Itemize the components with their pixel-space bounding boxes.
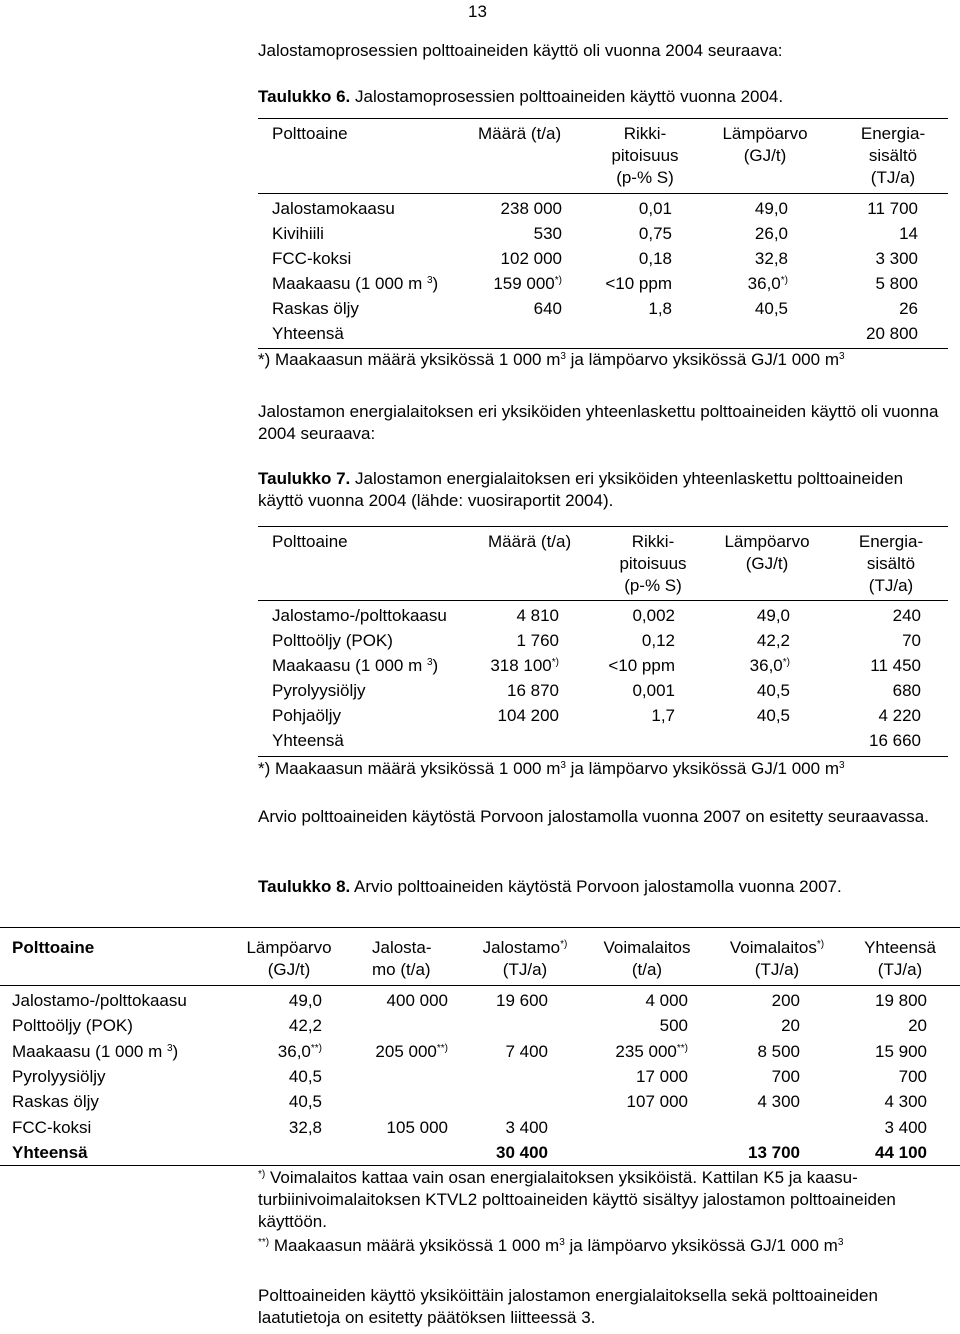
t8-row5-col6: 4 300 [757,1092,800,1112]
t8-row5-col5: 107 000 [626,1092,688,1112]
t8-row6-col2: 32,8 [288,1117,322,1137]
t8-row3-col1: Maakaasu (1 000 m $^3$) [12,1041,179,1061]
t8-row6-col7: 3 400 [884,1117,927,1137]
t8-row1-col1: Jalostamo-/polttokaasu [12,991,187,1010]
t8-row4-col1: Pyrolyysiöljy [12,1066,106,1086]
t7-row5-col4: 40,5 [756,706,790,725]
t7-row5-col5: 4 220 [878,706,921,725]
t7-header-col2: Määrä (t/a) [488,532,572,551]
t6-row1-col5: 11 700 [867,199,918,218]
table6-bottom-rule [258,348,948,349]
t7-row2-col3: 0,12 [641,631,675,650]
t6-header-col1: Polttoaine [272,124,348,143]
t6-row1-col4: 49,0 [754,199,788,218]
t8-header-col5: Voimalaitos (t/a) [603,938,691,979]
t6-row3-col4: 32,8 [754,249,788,268]
t6-row4-col1: Maakaasu (1 000 m $^3$) [272,274,439,293]
t8-row3-col7: 15 900 [875,1041,927,1061]
t6-row3-col3: 0,18 [638,249,672,268]
t7-row4-col2: 16 870 [507,681,559,700]
t8-row7-col6: 13 700 [748,1142,800,1162]
t7-row6-col1: Yhteensä [272,731,344,750]
t7-row3-col2: 318 100*) [490,656,559,675]
t7-row1-col5: 240 [892,606,921,625]
t7-row6-col5: 16 660 [869,731,921,750]
t8-header-col6: Voimalaitos*) (TJ/a) [729,938,825,979]
table7-note: *) Maakaasun määrä yksikössä 1 000 $m^3$ ja lämpöarvo yksikössä GJ/1 000 $m^3$ [258,759,845,778]
table7-caption-text: Jalostamon energialaitoksen eri yksiköiden yhteenlaskettu polttoaineiden käyttö vuonna 2004 (lähde: vuosiraportit 2004). [258,469,904,510]
t7-row1-col1: Jalostamo-/polttokaasu [272,606,447,625]
t8-row1-col7: 19 800 [875,991,927,1010]
table8-caption-label: Taulukko 8. [258,877,351,896]
t6-row1-col3: 0,01 [638,199,672,218]
intro-paragraph-2: Jalostamon energialaitoksen eri yksiköiden yhteenlaskettu polttoaineiden käyttö oli vuonna 2004 seuraava: [258,402,939,443]
t8-row3-col2: 36,0**) [277,1041,322,1061]
t8-row6-col4: 3 400 [505,1117,548,1137]
t8-row3-col5: 235 000**) [615,1041,688,1061]
t8-row4-col2: 40,5 [288,1066,322,1086]
t8-row5-col2: 40,5 [288,1092,322,1112]
t8-row5-col1: Raskas öljy [12,1092,99,1112]
t8-header-col3: Jalosta- mo (t/a) [372,938,432,979]
table6-top-rule [258,118,948,119]
t7-row3-col3: <10 ppm [608,656,675,675]
t7-row1-col2: 4 810 [516,606,559,625]
t8-row2-col6: 20 [781,1016,800,1036]
t7-row2-col4: 42,2 [756,631,790,650]
t7-row5-col3: 1,7 [651,706,675,725]
t8-header-col7: Yhteensä (TJ/a) [864,938,936,979]
t7-header-col1: Polttoaine [272,532,348,551]
table7-caption-label: Taulukko 7. [258,469,351,488]
t7-row3-col5: 11 450 [870,656,921,675]
t8-header-col4: Jalostamo*) (TJ/a) [482,938,568,979]
t8-row1-col4: 19 600 [496,991,548,1010]
table8-caption [258,876,948,898]
t8-row1-col6: 200 [771,991,800,1010]
table7-caption [258,468,948,512]
t7-row4-col3: 0,001 [632,681,675,700]
t6-row4-col5: 5 800 [875,274,918,293]
t6-row5-col2: 640 [533,299,562,318]
t6-header-col4: Lämpöarvo (GJ/t) [722,124,808,165]
t8-header-col2: Lämpöarvo (GJ/t) [246,938,332,979]
table6-note: *) Maakaasun määrä yksikössä 1 000 $m^3$ ja lämpöarvo yksikössä GJ/1 000 $m^3$ [258,350,845,369]
t8-row7-col7: 44 100 [875,1142,927,1162]
table8-top-rule [0,927,960,928]
table8-caption-text: Arvio polttoaineiden käytöstä Porvoon jalostamolla vuonna 2007. [350,877,842,896]
t6-row5-col1: Raskas öljy [272,299,359,318]
t6-row1-col1: Jalostamokaasu [272,199,395,218]
t8-row2-col2: 42,2 [288,1016,322,1036]
table6-header-rule [258,193,948,194]
t6-row4-col4: 36,0*) [747,274,788,293]
t6-row3-col5: 3 300 [875,249,918,268]
table6-caption-label: Taulukko 6. [258,87,351,106]
table8-note-1: *) Voimalaitos kattaa vain osan energialaitoksen yksiköistä. Kattilan K5 ja kaasu-turbiinivoimalaitoksen KTVL2 polttoaineiden käyttö sisältyy jalostamon polttoaineiden käyttöön. [258,1168,896,1231]
table8-header-rule [0,985,960,986]
t7-row4-col5: 680 [892,681,921,700]
table8-bottom-rule [0,1165,960,1166]
t6-row6-col1: Yhteensä [272,324,344,343]
t8-row6-col3: 105 000 [386,1117,448,1137]
t6-row3-col2: 102 000 [500,249,562,268]
t7-row5-col2: 104 200 [497,706,559,725]
t8-row1-col3: 400 000 [386,991,448,1010]
t8-row2-col5: 500 [659,1016,688,1036]
t7-row1-col3: 0,002 [632,606,675,625]
t6-row6-col5: 20 800 [866,324,918,343]
t6-row2-col3: 0,75 [638,224,672,243]
table6-caption [258,86,948,108]
t8-row4-col7: 700 [898,1066,927,1086]
table7-header-rule [258,600,948,601]
t7-row2-col2: 1 760 [516,631,559,650]
t7-row3-col1: Maakaasu (1 000 m $^3$) [272,656,439,675]
closing-paragraph: Polttoaineiden käyttö yksiköittäin jalostamon energialaitoksella sekä polttoaineiden laatutietoja on esitetty päätöksen liitteessä 3. [258,1286,878,1327]
page-number: 13 [468,2,487,21]
t7-header-col4: Lämpöarvo (GJ/t) [724,532,810,573]
t8-row2-col7: 20 [908,1016,927,1036]
intro-paragraph-1: Jalostamoprosessien polttoaineiden käyttö oli vuonna 2004 seuraava: [258,41,783,60]
t7-row5-col1: Pohjaöljy [272,706,341,725]
t6-row5-col3: 1,8 [648,299,672,318]
t6-row4-col3: <10 ppm [605,274,672,293]
t6-row2-col2: 530 [533,224,562,243]
table7-top-rule [258,526,948,527]
t6-row2-col1: Kivihiili [272,224,324,243]
t6-row2-col5: 14 [899,224,918,243]
table6-caption-text: Jalostamoprosessien polttoaineiden käyttö vuonna 2004. [350,87,784,106]
t6-header-col2: Määrä (t/a) [478,124,562,143]
t6-header-col3: Rikki- pitoisuus (p-% S) [611,124,679,187]
t8-row1-col2: 49,0 [288,991,322,1010]
t6-row4-col2: 159 000*) [493,274,562,293]
t6-row1-col2: 238 000 [500,199,562,218]
t6-row2-col4: 26,0 [754,224,788,243]
t7-header-col5: Energia- sisältö (TJ/a) [858,532,924,595]
t7-row4-col4: 40,5 [756,681,790,700]
t7-row2-col1: Polttoöljy (POK) [272,631,393,650]
table7-bottom-rule [258,756,948,757]
t8-row7-col4: 30 400 [496,1142,548,1162]
t8-row4-col5: 17 000 [636,1066,688,1086]
t7-row3-col4: 36,0*) [749,656,790,675]
t8-row4-col6: 700 [771,1066,800,1086]
table8-note-2: **) Maakaasun määrä yksikössä 1 000 $m^3$ ja lämpöarvo yksikössä GJ/1 000 $m^3$ [258,1236,844,1255]
t7-row4-col1: Pyrolyysiöljy [272,681,366,700]
t8-row6-col1: FCC-koksi [12,1117,92,1137]
t7-header-col3: Rikki- pitoisuus (p-% S) [619,532,687,595]
t8-row3-col4: 7 400 [505,1041,548,1061]
t8-row3-col3: 205 000**) [375,1041,448,1061]
t7-row2-col5: 70 [902,631,921,650]
t8-row5-col7: 4 300 [884,1092,927,1112]
t8-row3-col6: 8 500 [757,1041,800,1061]
t6-row5-col5: 26 [899,299,918,318]
t8-row1-col5: 4 000 [645,991,688,1010]
t7-row1-col4: 49,0 [756,606,790,625]
t8-header-col1: Polttoaine [12,938,95,957]
t8-row2-col1: Polttoöljy (POK) [12,1016,133,1036]
t6-row3-col1: FCC-koksi [272,249,352,268]
t6-row5-col4: 40,5 [754,299,788,318]
intro-paragraph-3: Arvio polttoaineiden käytöstä Porvoon jalostamolla vuonna 2007 on esitetty seuraavassa. [258,807,929,826]
t6-header-col5: Energia- sisältö (TJ/a) [860,124,926,187]
t8-row7-col1: Yhteensä [12,1142,88,1162]
